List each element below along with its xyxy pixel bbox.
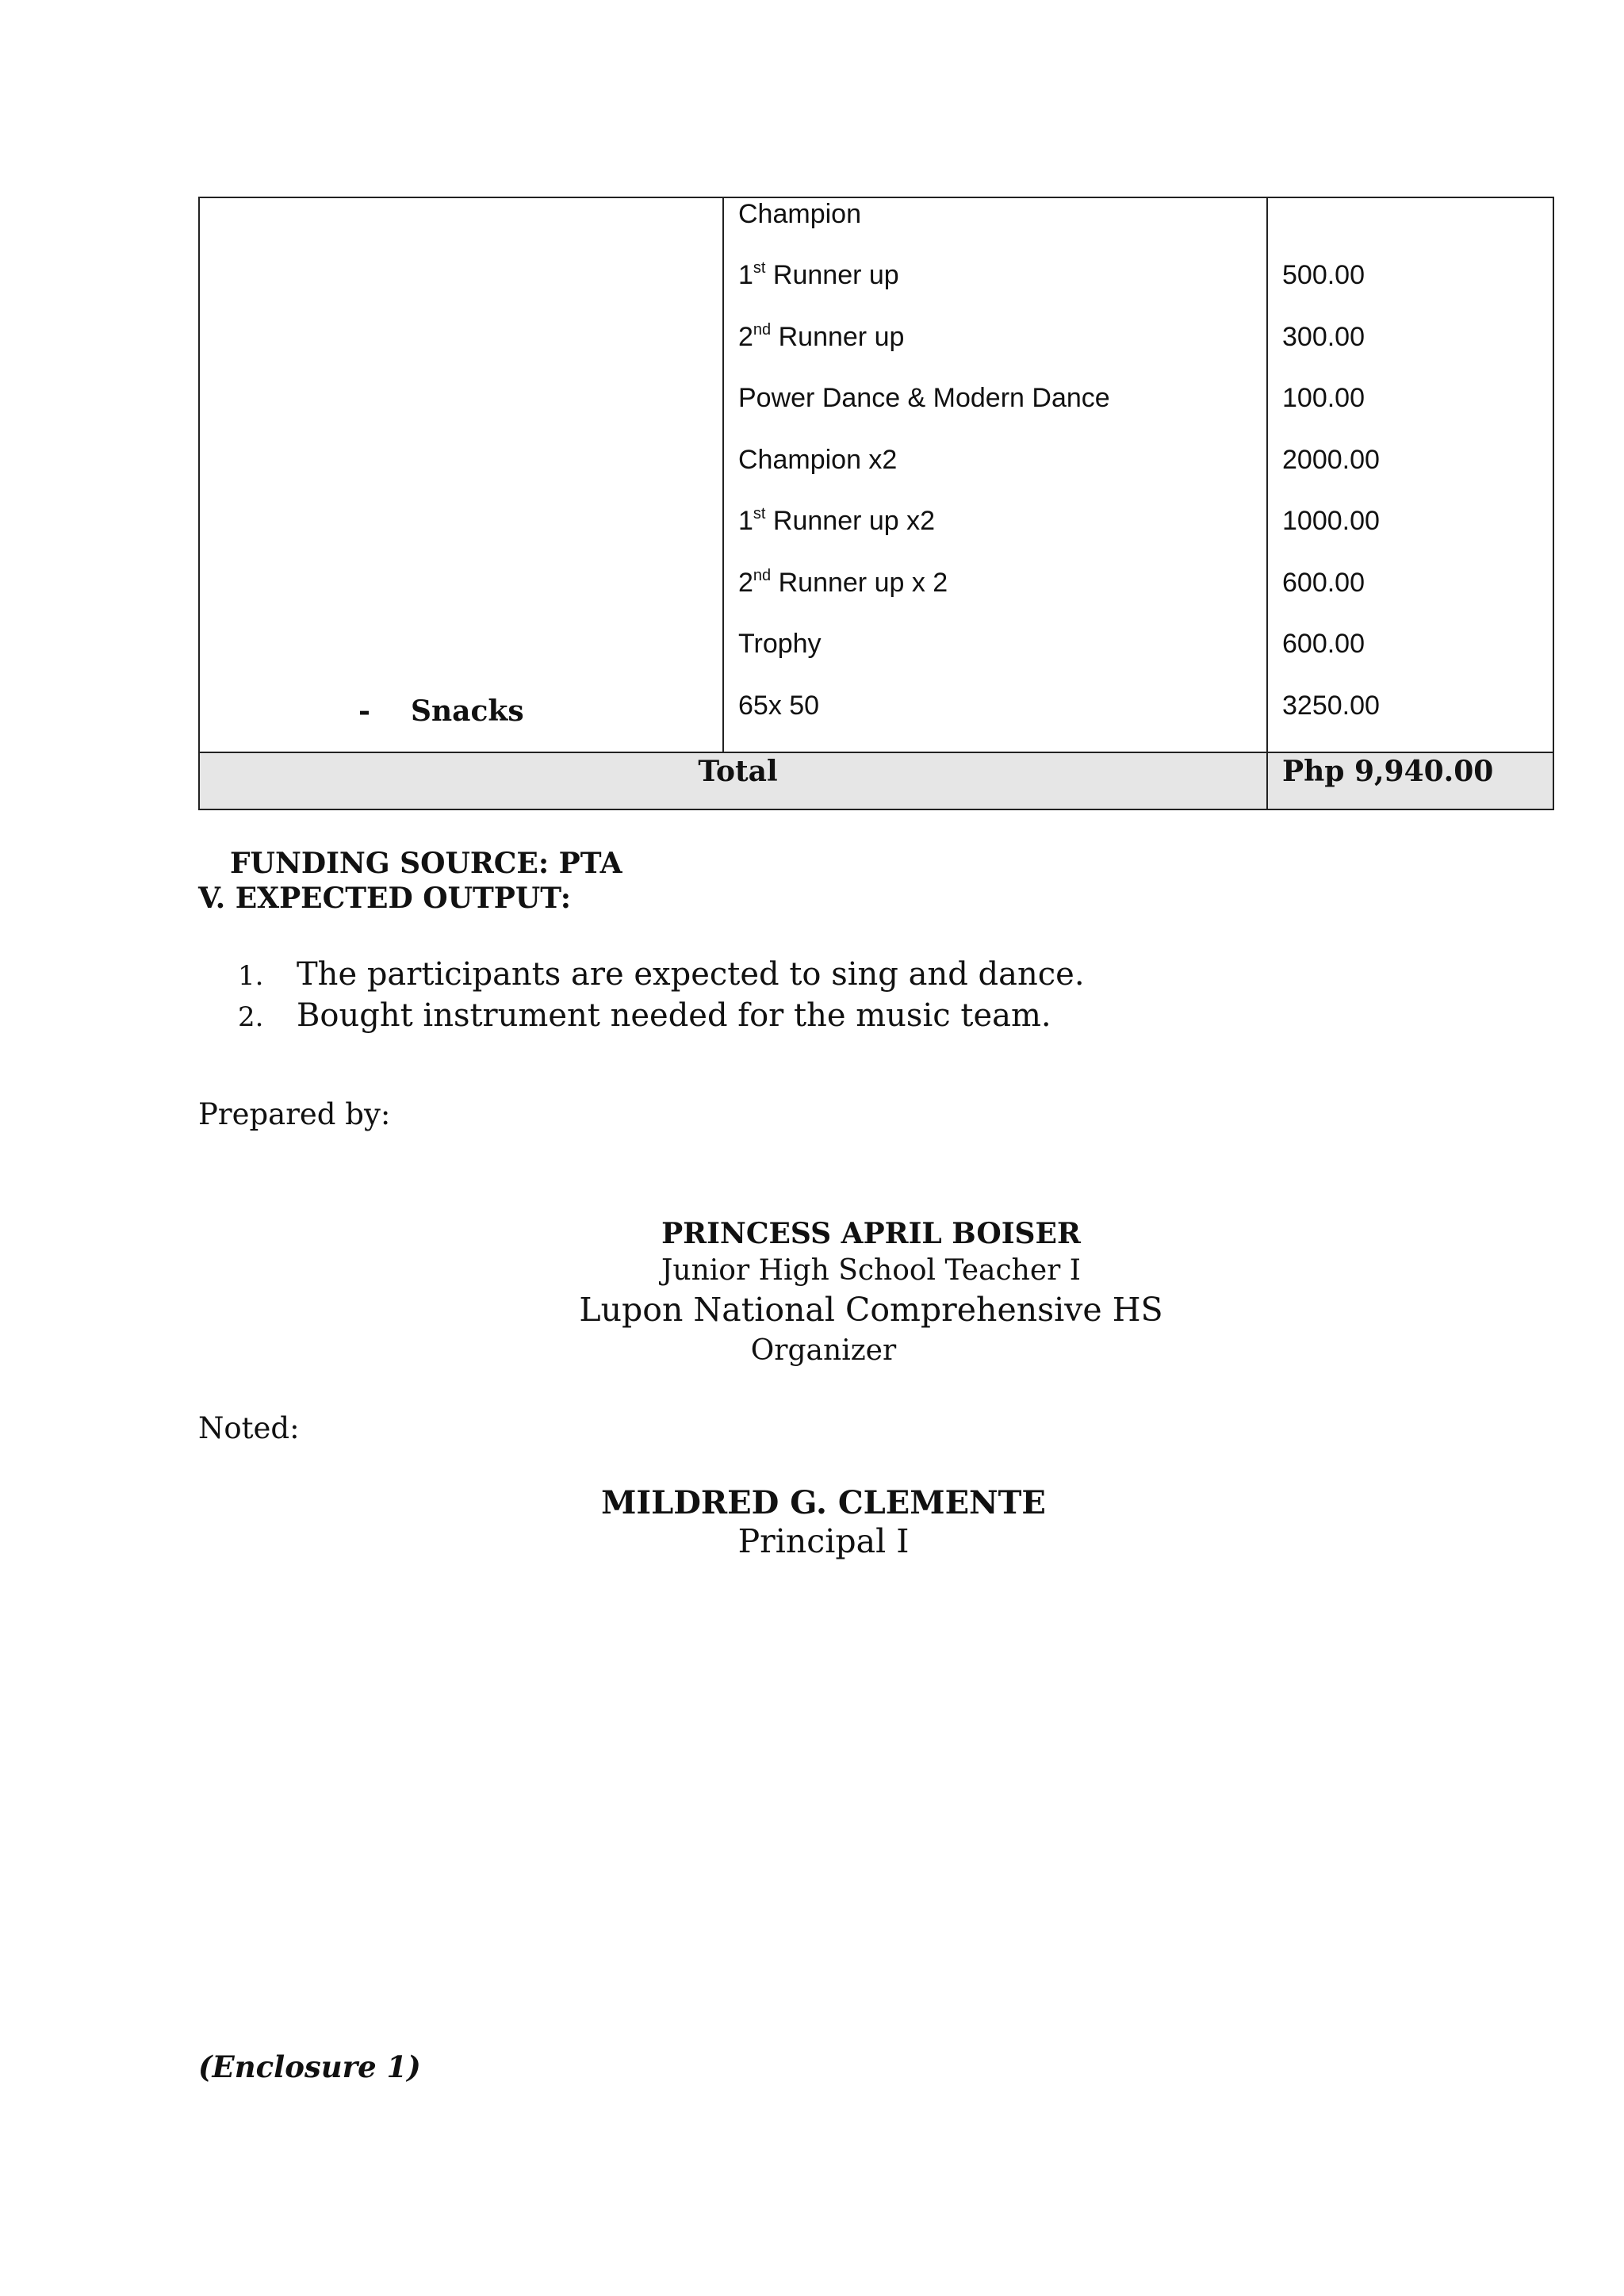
category-dash: -	[358, 695, 370, 728]
budget-amount: 2000.00	[1282, 445, 1380, 475]
funding-source: FUNDING SOURCE: PTA	[230, 847, 622, 880]
budget-item: Trophy	[738, 629, 822, 659]
budget-item: Champion	[738, 199, 861, 229]
budget-amount: 3250.00	[1282, 691, 1380, 721]
budget-amount: 300.00	[1282, 322, 1365, 352]
list-item: 1. The participants are expected to sing and dance.	[238, 956, 1085, 993]
budget-amount: 1000.00	[1282, 506, 1380, 536]
budget-table-body	[200, 198, 1553, 752]
expected-output-list	[238, 955, 1085, 1037]
category-label: Snacks	[411, 695, 524, 728]
enclosure-label: (Enclosure 1)	[198, 2049, 421, 2084]
principal-title: Principal I	[737, 1522, 910, 1560]
list-item: 2. Bought instrument needed for the music team.	[238, 997, 1051, 1034]
budget-item: 2nd Runner up x 2	[738, 567, 948, 598]
expected-output-heading: V. EXPECTED OUTPUT:	[198, 882, 572, 915]
total-value: Php 9,940.00	[1282, 755, 1494, 788]
budget-item-column	[724, 198, 1268, 752]
budget-item: Champion x2	[738, 445, 898, 475]
preparer-role: Organizer	[750, 1334, 897, 1367]
budget-total-row	[200, 752, 1553, 809]
budget-item: 1st Runner up x2	[738, 505, 936, 536]
preparer-organization: Lupon National Comprehensive HS	[579, 1291, 1163, 1329]
noted-label: Noted:	[198, 1411, 300, 1445]
budget-category-snacks	[358, 695, 524, 728]
budget-amount: 600.00	[1282, 568, 1365, 598]
preparer-title: Junior High School Teacher I	[661, 1254, 1082, 1287]
preparer-name: PRINCESS APRIL BOISER	[661, 1217, 1081, 1250]
budget-table	[198, 197, 1554, 810]
budget-item: 1st Runner up	[738, 259, 899, 290]
budget-category-column	[200, 198, 724, 752]
budget-amount: 100.00	[1282, 383, 1365, 413]
budget-item: 2nd Runner up	[738, 321, 905, 352]
principal-name: MILDRED G. CLEMENTE	[601, 1484, 1046, 1521]
budget-item: 65x 50	[738, 691, 820, 721]
prepared-by-label: Prepared by:	[198, 1097, 391, 1131]
budget-amount-column	[1268, 198, 1553, 752]
budget-item: Power Dance & Modern Dance	[738, 383, 1110, 413]
budget-amount: 600.00	[1282, 629, 1365, 659]
total-label: Total	[200, 753, 1268, 809]
budget-amount: 500.00	[1282, 260, 1365, 290]
